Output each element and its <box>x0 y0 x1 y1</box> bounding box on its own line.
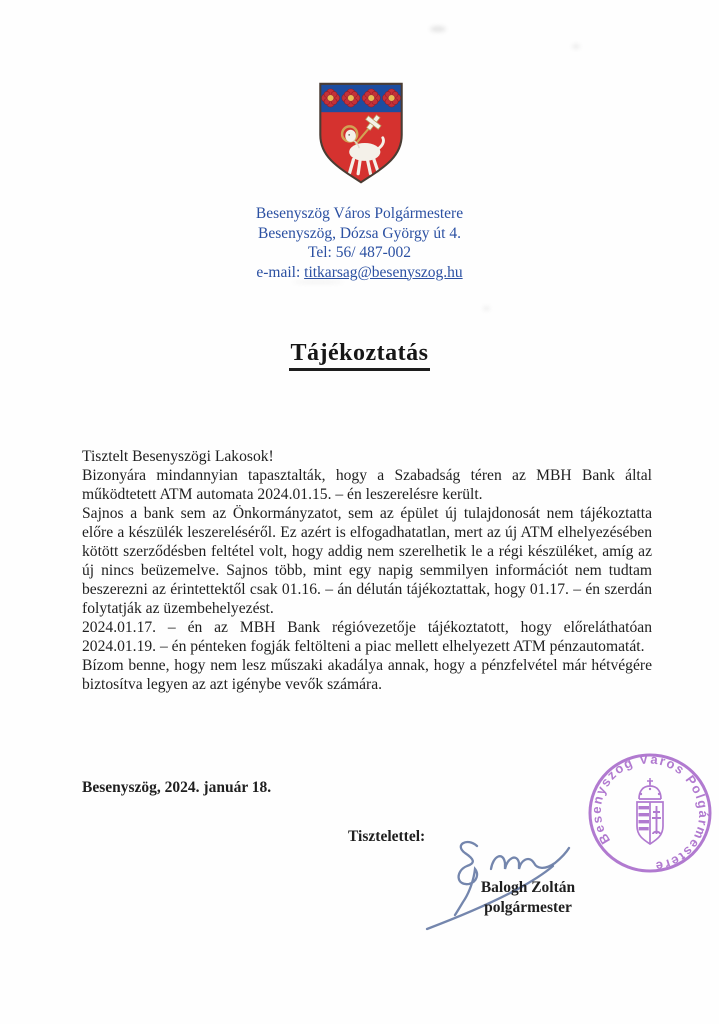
salutation: Tisztelt Besenyszögi Lakosok! <box>82 448 274 465</box>
letterhead-org-name: Besenyszög Város Polgármestere <box>255 205 464 222</box>
body-paragraph: Bízom benne, hogy nem lesz műszaki akadálya annak, hogy a pénzfelvétel már hétvégére biztosítva legyen az azt igénybe vevők számára. <box>82 657 652 693</box>
body-paragraph: Sajnos a bank sem az Önkormányzatot, sem az épület új tulajdonosát nem tájékoztatta előre a készülék leszereléséről. Ez azért is elfogadhatatlan, mert az új ATM elhelyezésében kötött szerződésben feltétel volt, hogy addig nem szerelhetik le a régi készüléket, amíg az új nincs beüzemelve. Sajnos több, mint egy napig semmilyen információt nem tudtam beszerezni az érintettektől csak 01.16. – án délután tájékoztattak, hogy 01.17. – én szerdán folytatják az üzembehelyezést. <box>82 505 652 617</box>
closing-line: Tisztelettel: <box>348 828 426 845</box>
letterhead <box>0 204 719 282</box>
signature-block <box>448 878 608 918</box>
scan-artifact <box>430 26 446 32</box>
letter-body <box>82 447 652 694</box>
letterhead-email-line <box>0 263 719 283</box>
body-paragraph: 2024.01.17. – én az MBH Bank régióvezetője tájékoztatott, hogy előreláthatóan 2024.01.19. – én pénteken fogják feltölteni a piac mellett elhelyezett ATM pénzautomatát. <box>82 619 652 655</box>
body-paragraph: Bizonyára mindannyian tapasztalták, hogy a Szabadság téren az MBH Bank által működtetett ATM automata 2024.01.15. – én leszerelésre került. <box>82 467 652 503</box>
date-line: Besenyszög, 2024. január 18. <box>82 779 272 796</box>
letterhead-phone: Tel: 56/ 487-002 <box>307 244 412 261</box>
email-link[interactable]: titkarsag@besenyszog.hu <box>304 263 463 281</box>
document-title: Tájékoztatás <box>289 340 431 371</box>
scan-artifact <box>483 306 490 311</box>
scan-artifact <box>572 44 580 49</box>
besenyszog-coat-of-arms <box>314 80 408 186</box>
signer-name: Balogh Zoltán <box>480 879 576 896</box>
stamp-emblem-icon <box>637 778 663 844</box>
stamp-ring-text: Besenyszög Város Polgármestere <box>588 751 712 875</box>
letterhead-address: Besenyszög, Dózsa György út 4. <box>258 224 461 242</box>
office-stamp <box>583 748 717 882</box>
email-label: e-mail: <box>256 263 305 281</box>
signer-title: polgármester <box>484 899 572 916</box>
title-row <box>0 340 719 371</box>
scan-artifact <box>293 280 343 284</box>
